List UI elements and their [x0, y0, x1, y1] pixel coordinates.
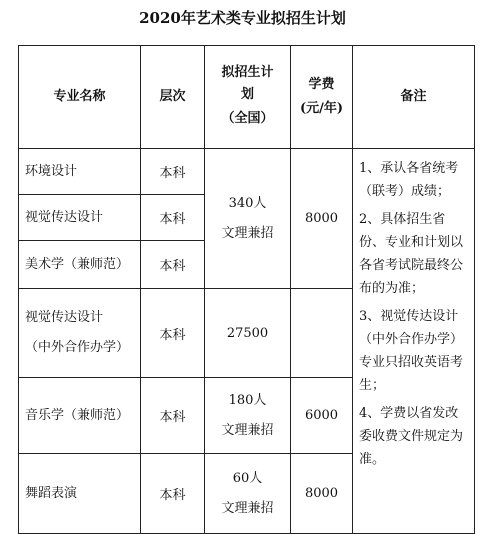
page-title: 2020年艺术类专业拟招生计划 — [139, 9, 346, 27]
major-level: 本科 — [141, 195, 205, 241]
fee-cell: 8000 — [291, 149, 353, 289]
major-name: 视觉传达设计 — [19, 195, 141, 241]
major-name: 音乐学（兼师范） — [19, 378, 141, 454]
header-level: 层次 — [141, 46, 205, 149]
header-fee-line2: (元/年) — [299, 101, 344, 116]
quota-cell — [205, 378, 291, 454]
quota-note: 文理兼招 — [221, 500, 274, 516]
remark-item: 4、学费以省发改委收费文件规定为准。 — [359, 406, 464, 467]
quota-note: 文理兼招 — [221, 422, 274, 438]
table-row — [19, 149, 475, 195]
major-name — [19, 289, 141, 378]
quota-count: 180人 — [228, 392, 267, 408]
remark-item: 3、视觉传达设计（中外合作办学）专业只招收英语考生； — [359, 309, 464, 393]
fee-cell: 6000 — [291, 378, 353, 454]
major-name: 舞蹈表演 — [19, 454, 141, 534]
major-name: 美术学（兼师范） — [19, 241, 141, 289]
quota-cell — [205, 149, 291, 289]
admission-plan-table — [18, 45, 475, 534]
quota-cell — [205, 454, 291, 534]
major-level: 本科 — [141, 289, 205, 378]
header-quota-line2: 划 — [240, 87, 254, 102]
header-row — [19, 46, 475, 149]
header-fee-line1: 学费 — [308, 77, 335, 92]
header-quota — [205, 46, 291, 149]
major-name-line1: 视觉传达设计 — [25, 310, 104, 325]
remark-item: 1、承认各省统考（联考）成绩； — [359, 161, 459, 199]
remarks-cell — [353, 149, 475, 534]
major-name: 环境设计 — [19, 149, 141, 195]
major-level: 本科 — [141, 149, 205, 195]
fee-cell: 27500 — [205, 289, 291, 378]
fee-cell: 8000 — [291, 454, 353, 534]
major-name-line2: （中外合作办学） — [25, 340, 130, 355]
major-level: 本科 — [141, 454, 205, 534]
header-major: 专业名称 — [19, 46, 141, 149]
header-quota-line1: 拟招生计 — [221, 65, 274, 80]
header-remarks: 备注 — [353, 46, 475, 149]
quota-note: 文理兼招 — [221, 225, 274, 241]
quota-count: 340人 — [228, 195, 267, 211]
major-level: 本科 — [141, 241, 205, 289]
header-quota-line3: （全国） — [221, 111, 274, 126]
remark-item: 2、具体招生省份、专业和计划以各省考试院最终公布的为准； — [359, 212, 464, 296]
header-fee — [291, 46, 353, 149]
quota-count: 60人 — [232, 470, 263, 486]
major-level: 本科 — [141, 378, 205, 454]
